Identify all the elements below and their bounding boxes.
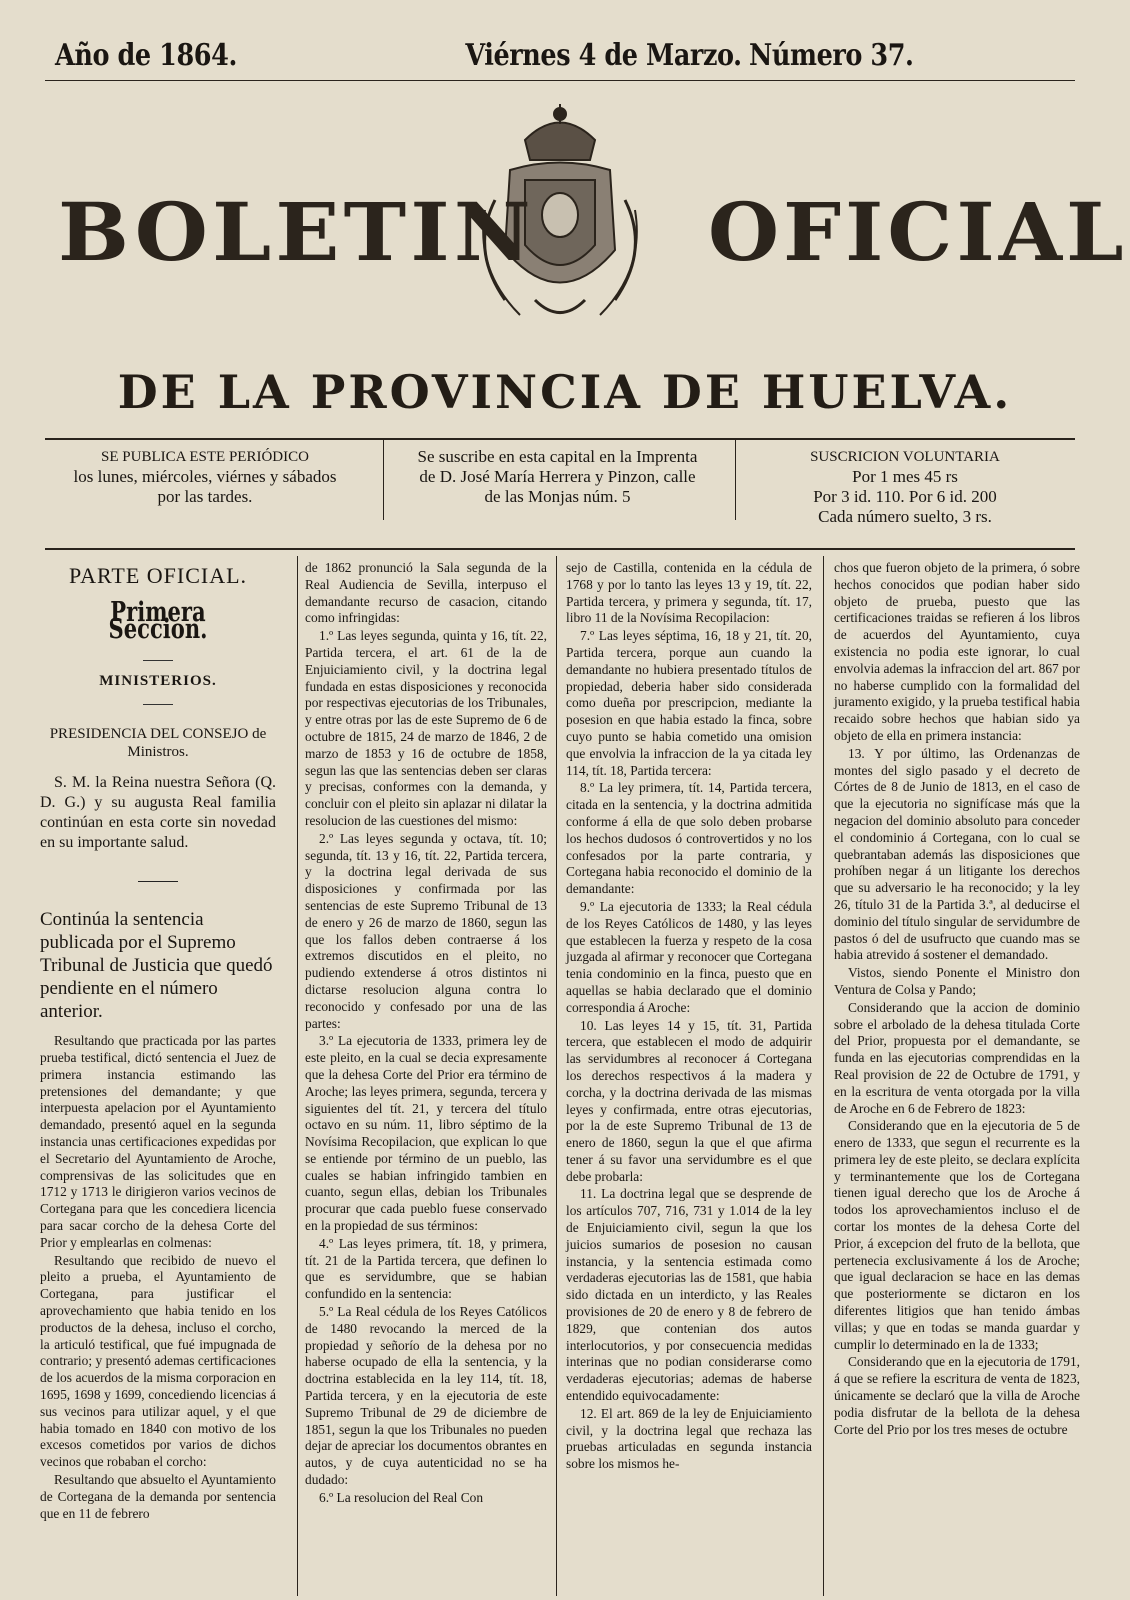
paragraph: Resultando que absuelto el Ayuntamiento de Cortegana de la demanda por sentencia que en 11 de febrero <box>40 1471 276 1521</box>
masthead-subtitle: DE LA PROVINCIA DE HUELVA. <box>117 365 1013 419</box>
info-line: de D. José María Herrera y Pinzon, calle <box>419 467 696 486</box>
issue-number: Número 37. <box>749 38 914 73</box>
section-heading: Primera Seccion. <box>108 596 208 645</box>
paragraph: 6.º La resolucion del Real Con <box>319 1489 484 1505</box>
info-line: Cada número suelto, 3 rs. <box>818 507 992 526</box>
paragraph: 11. La doctrina legal que se desprende de los artículos 707, 716, 731 y 1.014 de la ley de Enjuiciamiento civil, segun la que los juicios sumarios de posesion no causan instancia, y la sentencia estimada como verdaderas ejecutorias las de 1581, que habia sido dictada en un interdicto, y las Reales provisiones de 20 de enero y 8 de febrero de 1829, que contenian dos autos interlocutorios, y por consecuencia medidas interinas que no podian considerarse como verdaderas ejecutorias; ademas de haberse entendido equivocadamente: <box>566 1186 812 1404</box>
paragraph: Considerando que en la ejecutoria de 5 de enero de 1333, que segun el recurrente es la primera ley de este pleito, se declara explícita y terminantemente que los de Cortegana tienen igual derecho que los de Aroche á todos los aprovechamientos incluso el de cortar los montes de la dehesa Corte del Prior, á excepcion del fruto de la bellota, que pertenecia exclusivamente á los de Aroche; que igual declaracion se hace en las demas que posteriormente se dictaron en los diferentes litigios que han tenido ámbas villas; y que en todas se manda guardar y cumplir lo determinado en la de 1333; <box>834 1118 1080 1352</box>
info-prices <box>750 447 1060 527</box>
paragraph: 12. El art. 869 de la ley de Enjuiciamiento civil, y la doctrina legal que rechaza las pruebas articuladas en segunda instancia sobre los mismos he- <box>566 1405 812 1472</box>
paragraph: sejo de Castilla, contenida en la cédula de 1768 y por lo tanto las leyes 13 y 19, tít. 22, Partida tercera, y primera y segunda, tít. 17, libro 11 de la Novísima Recopilacion: <box>566 560 812 626</box>
royal-notice: S. M. la Reina nuestra Señora (Q. D. G.) y su augusta Real familia continúan en esta corte sin novedad en su importante salud. <box>40 774 276 852</box>
paragraph: 10. Las leyes 14 y 15, tít. 31, Partida tercera, que establecen el modo de adquirir las servidumbres al reconocer á Cortegana los derechos respectivos á la madera y corcha, y la doctrina derivada de las mismas leyes y confirmada, entre otras ejecutorias, por la de este Supremo Tribunal de 13 de enero de 1860, segun la que el que afirma tener á su favor una servidumbre es el que debe probarla: <box>566 1017 812 1184</box>
column-divider <box>556 556 557 1596</box>
paragraph: 13. Y por último, las Ordenanzas de montes del siglo pasado y el decreto de Córtes de 8 de Junio de 1813, en el caso de que la ejecutoria no signifícase más que la negacion del dominio absoluto para conceder el condominio á Cortegana, con lo cual se quebrantaban además las disposiciones que prohíben negar á un litigante los derechos que su adversario le ha reconocido; y la ley 26, título 31 de la Partida 3.ª, al deducirse el dominio del título singular de servidumbre de pastos ó del de usufructo que cuando mas se habia atrevido á sostener el demandado. <box>834 745 1080 963</box>
divider <box>143 660 173 661</box>
info-line: Se suscribe en esta capital en la Imprenta <box>417 447 698 466</box>
info-line: Por 3 id. 110. Por 6 id. 200 <box>813 487 997 506</box>
info-divider <box>383 440 384 520</box>
paragraph: 4.º Las leyes primera, tít. 18, y primera, tít. 21 de la Partida tercera, que definen lo que es servidumbre, que se habian confundido en la sentencia: <box>305 1235 547 1302</box>
year: Año de 1864. <box>55 38 237 73</box>
info-divider <box>735 440 736 520</box>
info-subscription-place <box>385 447 730 507</box>
info-rule <box>45 548 1075 550</box>
ministries-heading: MINISTERIOS. <box>99 673 217 690</box>
date: Viérnes 4 de Marzo. <box>465 38 742 73</box>
lead-text: Continúa la sentencia publicada por el Supremo Tribunal de Justicia que quedó pendiente en el número anterior. <box>40 909 273 1023</box>
section-title: PARTE OFICIAL. <box>68 563 248 588</box>
paragraph: 5.º La Real cédula de los Reyes Católicos de 1480 revocando la merced de la propiedad y señorío de la dehesa por no haberse ocupado de ella la sentencia, y la doctrina establecida en la ley 114, tít. 18, Partida tercera, y en la ejecutoria de este Supremo Tribunal de 29 de diciembre de 1851, segun la que los Tribunales no pueden dejar de apreciar los documentos obrantes en autos, y de cuya autenticidad no se ha dudado: <box>305 1304 547 1488</box>
column-divider <box>823 556 824 1596</box>
info-line: SE PUBLICA ESTE PERIÓDICO <box>101 449 309 465</box>
column-1 <box>40 560 276 1523</box>
paragraph: de 1862 pronunció la Sala segunda de la Real Audiencia de Sevilla, interpuso el demandante recurso de casacion, citando como infringidas: <box>305 560 547 626</box>
column-4 <box>834 560 1080 1439</box>
masthead-word-left: BOLETIN <box>58 185 535 279</box>
info-line: Por 1 mes 45 rs <box>852 467 958 486</box>
info-line: los lunes, miércoles, viérnes y sábados <box>73 467 337 486</box>
info-line: SUSCRICION VOLUNTARIA <box>810 449 1000 465</box>
info-publication <box>40 447 370 507</box>
divider <box>143 704 173 705</box>
info-line: por las tardes. <box>157 487 253 506</box>
paragraph: Considerando que en la ejecutoria de 1791, á que se refiere la escritura de venta de 1823, únicamente se declaró que la villa de Aroche podia disfrutar de la bellota de la dehesa Corte del Prio por los tres meses de octubre <box>834 1354 1080 1437</box>
column-3 <box>566 560 812 1474</box>
paragraph: 8.º La ley primera, tít. 14, Partida tercera, citada en la sentencia, y la doctrina admitida conforme á ella de que solo deben probarse los hechos dudosos ó controvertidos y no los confesados por la parte contraria, y Cortegana habia reconocido el dominio de la demandante: <box>566 780 812 897</box>
divider <box>138 881 178 882</box>
column-divider <box>297 556 298 1596</box>
paragraph: 7.º Las leyes séptima, 16, 18 y 21, tít. 20, Partida tercera, porque aun cuando la demandante no hubiera presentado títulos de propiedad, deberia haber sido considerada como dueña por prescripcion, mediante la posesion en que habia estado la finca, sobre cuyo punto se habia cometido una omision que envolvia la infraccion de la ya citada ley 114, tít. 18, Partida tercera: <box>566 628 812 778</box>
paragraph: 1.º Las leyes segunda, quinta y 16, tít. 22, Partida tercera, el art. 61 de la de Enjuiciamiento civil, y la doctrina legal fundada en estas disposiciones y reconocida por respectivas ejecutorias de los Tribunales, y entre otras por las de este Supremo de 6 de octubre de 1815, 24 de marzo de 1846, 2 de marzo de 1853 y 16 de octubre de 1858, segun las que las sentencias deben ser claras y precisas, conformes con la demanda, y concluir con el pleito sin aplazar ni dilatar la resolucion de las cuestiones del mismo: <box>305 628 547 828</box>
masthead-rule <box>45 438 1075 440</box>
presidency-heading: PRESIDENCIA DEL CONSEJO de Ministros. <box>49 726 267 761</box>
paragraph: Resultando que practicada por las partes prueba testifical, dictó sentencia el Juez de primera instancia estimando las pretensiones del demandante; y que interpuesta apelacion por el Ayuntamiento demandado, presentó aquel en la segunda instancia unas certificaciones expedidas por el Secretario del Ayuntamiento de Aroche, comprensivas de las solicitudes que en 1712 y 1713 le dirigieron varios vecinos de Cortegana para que les concediera licencia para sacar corcho de la dehesa Corte del Prior y emplearlas en colmenas: <box>40 1033 276 1250</box>
paragraph: Vistos, siendo Ponente el Ministro don Ventura de Colsa y Pando; <box>834 965 1080 997</box>
column-2 <box>305 560 547 1508</box>
info-line: de las Monjas núm. 5 <box>484 487 631 506</box>
paragraph: 2.º Las leyes segunda y octava, tít. 10; segunda, tít. 13 y 16, tít. 22, Partida tercera, y la doctrina legal derivada de sus disposiciones y confirmada por las sentencias de este Supremo Tribunal de 13 de enero y 26 de marzo de 1860, segun las que los fallos deben contraerse á los extremos discutidos en el pleito, no pudiendo extenderse á otros distintos ni dictarse resolucion alguna contra lo reconocido y confesado por una de las partes: <box>305 830 547 1031</box>
header-rule <box>45 80 1075 81</box>
paragraph: 3.º La ejecutoria de 1333, primera ley de este pleito, en la cual se decia expresamente que la dehesa Corte del Prior era término de Aroche; las leyes primera, segunda, tercera y siguientes del tít. 21, y tercera del título octavo en su núm. 11, libro séptimo de la Novísima Recopilacion, que explican lo que se entiende por término de un pueblo, las cuales se habian infringido tambien en cuanto, segun ellas, debian los Tribunales procurar que cada pueblo fuese conservado en la propiedad de sus términos: <box>305 1033 547 1234</box>
paragraph: Resultando que recibido de nuevo el pleito a prueba, el Ayuntamiento de Cortegana, para justificar el aprovechamiento que habia tenido en los productos de la dehesa, incluso el corcho, la articuló testifical, que fué impugnada de contrario; y presentó ademas certificaciones de los acuerdos de la misma corporacion en 1695, 1698 y 1699, concediendo licencias á sus vecinos para utilizar aquel, y el que habia tomado en 1840 con motivo de los excesos cometidos por varios de dichos vecinos que robaban el corcho: <box>40 1252 276 1470</box>
header-line <box>55 38 1041 73</box>
masthead-word-right: OFICIAL <box>708 185 1128 279</box>
paragraph: 9.º La ejecutoria de 1333; la Real cédula de los Reyes Católicos de 1480, y las leyes que establecen la fuerza y respeto de la cosa juzgada al afirmar y reconocer que Cortegana tenia condominio en la finca, puesto que en aquellas se habia declarado que el dominio correspondia á Aroche: <box>566 898 812 1015</box>
paragraph: Considerando que la accion de dominio sobre el arbolado de la dehesa titulada Corte del Prior, propuesta por el demandante, se funda en las ejecutorias comprendidas en la Real provision de 22 de Octubre de 1791, y en la escritura de venta otorgada por la villa de Aroche en 6 de Febrero de 1823: <box>834 999 1080 1116</box>
paragraph: chos que fueron objeto de la primera, ó sobre hechos conocidos que podian haber sido objeto de prueba, puesto que las certificaciones traidas se refieren á los libros de acuerdos del Ayuntamiento, cuya existencia no podia este ignorar, lo cual envolvia ademas la infraccion del art. 867 por no haberse cumplido con la formalidad del juramento exigido, y la prueba testifical habia recaido sobre hechos que habian sido ya objeto de ella en primera instancia: <box>834 560 1080 743</box>
